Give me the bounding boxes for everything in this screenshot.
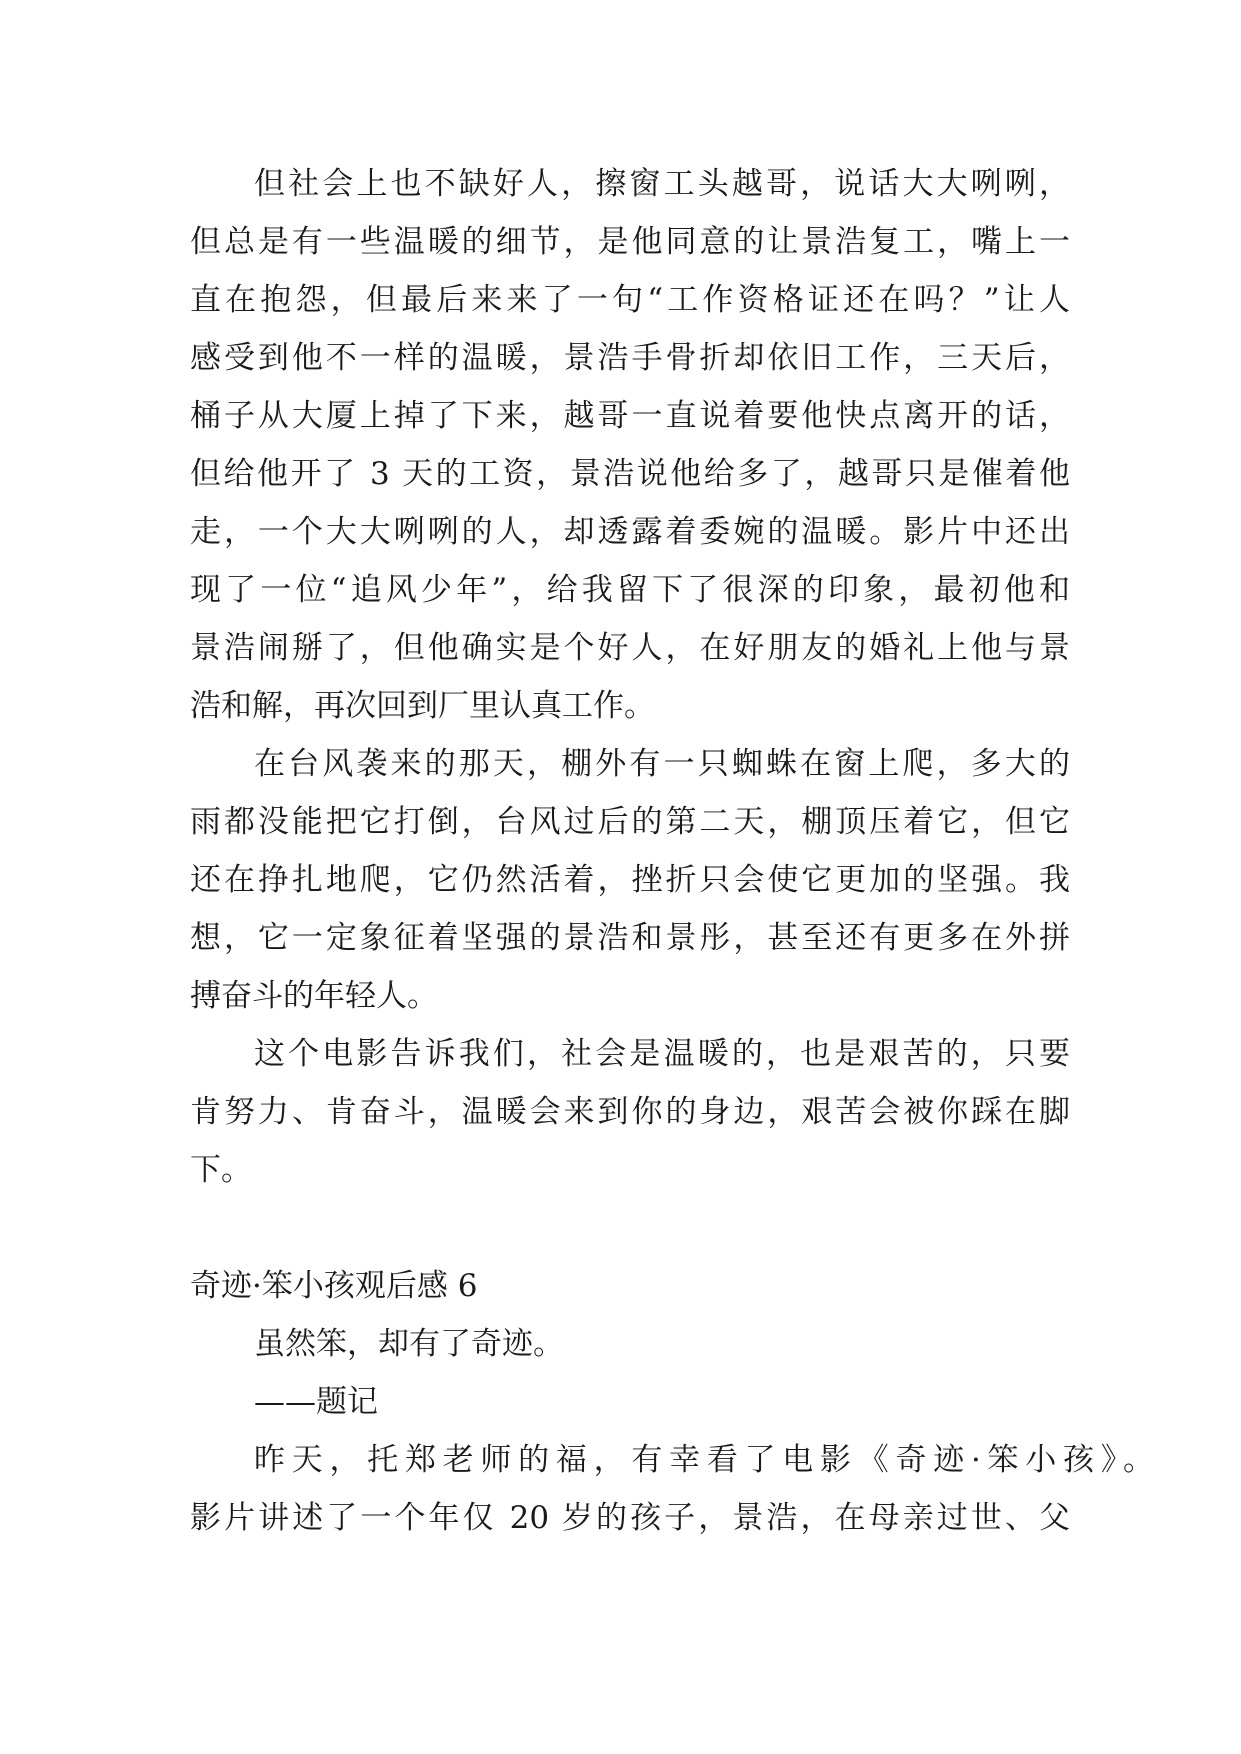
text-line: 浩和解，再次回到厂里认真工作。 [190,688,655,724]
text-line: 感受到他不一样的温暖，景浩手骨折却依旧工作，三天后， [190,340,1070,376]
section-title: 奇迹·笨小孩观后感 6 [190,1268,478,1304]
text-line: 桶子从大厦上掉了下来，越哥一直说着要他快点离开的话， [190,398,1070,434]
text-line: 直在抱怨，但最后来来了一句“工作资格证还在吗？”让人 [190,282,1070,318]
text-line: 但社会上也不缺好人，擦窗工头越哥，说话大大咧咧， [254,166,1070,202]
epigraph-attribution: ——题记 [254,1384,378,1420]
text-line: 景浩闹掰了，但他确实是个好人，在好朋友的婚礼上他与景 [190,630,1070,666]
text-line: 现了一位“追风少年”，给我留下了很深的印象，最初他和 [190,572,1070,608]
text-line: 下。 [190,1152,252,1188]
text-line: 走，一个大大咧咧的人，却透露着委婉的温暖。影片中还出 [190,514,1070,550]
text-line: 搏奋斗的年轻人。 [190,978,438,1014]
text-line: 雨都没能把它打倒，台风过后的第二天，棚顶压着它，但它 [190,804,1070,840]
text-line: 但总是有一些温暖的细节，是他同意的让景浩复工，嘴上一 [190,224,1070,260]
text-line: 还在挣扎地爬，它仍然活着，挫折只会使它更加的坚强。我 [190,862,1070,898]
text-line: 昨天，托郑老师的福，有幸看了电影《奇迹·笨小孩》。 [254,1442,1154,1478]
text-line: 在台风袭来的那天，棚外有一只蜘蛛在窗上爬，多大的 [254,746,1070,782]
text-line: 但给他开了 3 天的工资，景浩说他给多了，越哥只是催着他 [190,456,1070,492]
text-line: 影片讲述了一个年仅 20 岁的孩子，景浩，在母亲过世、父 [190,1500,1070,1536]
epigraph: 虽然笨，却有了奇迹。 [254,1326,564,1362]
text-line: 肯努力、肯奋斗，温暖会来到你的身边，艰苦会被你踩在脚 [190,1094,1070,1130]
text-line: 想，它一定象征着坚强的景浩和景彤，甚至还有更多在外拼 [190,920,1070,956]
text-line: 这个电影告诉我们，社会是温暖的，也是艰苦的，只要 [254,1036,1070,1072]
